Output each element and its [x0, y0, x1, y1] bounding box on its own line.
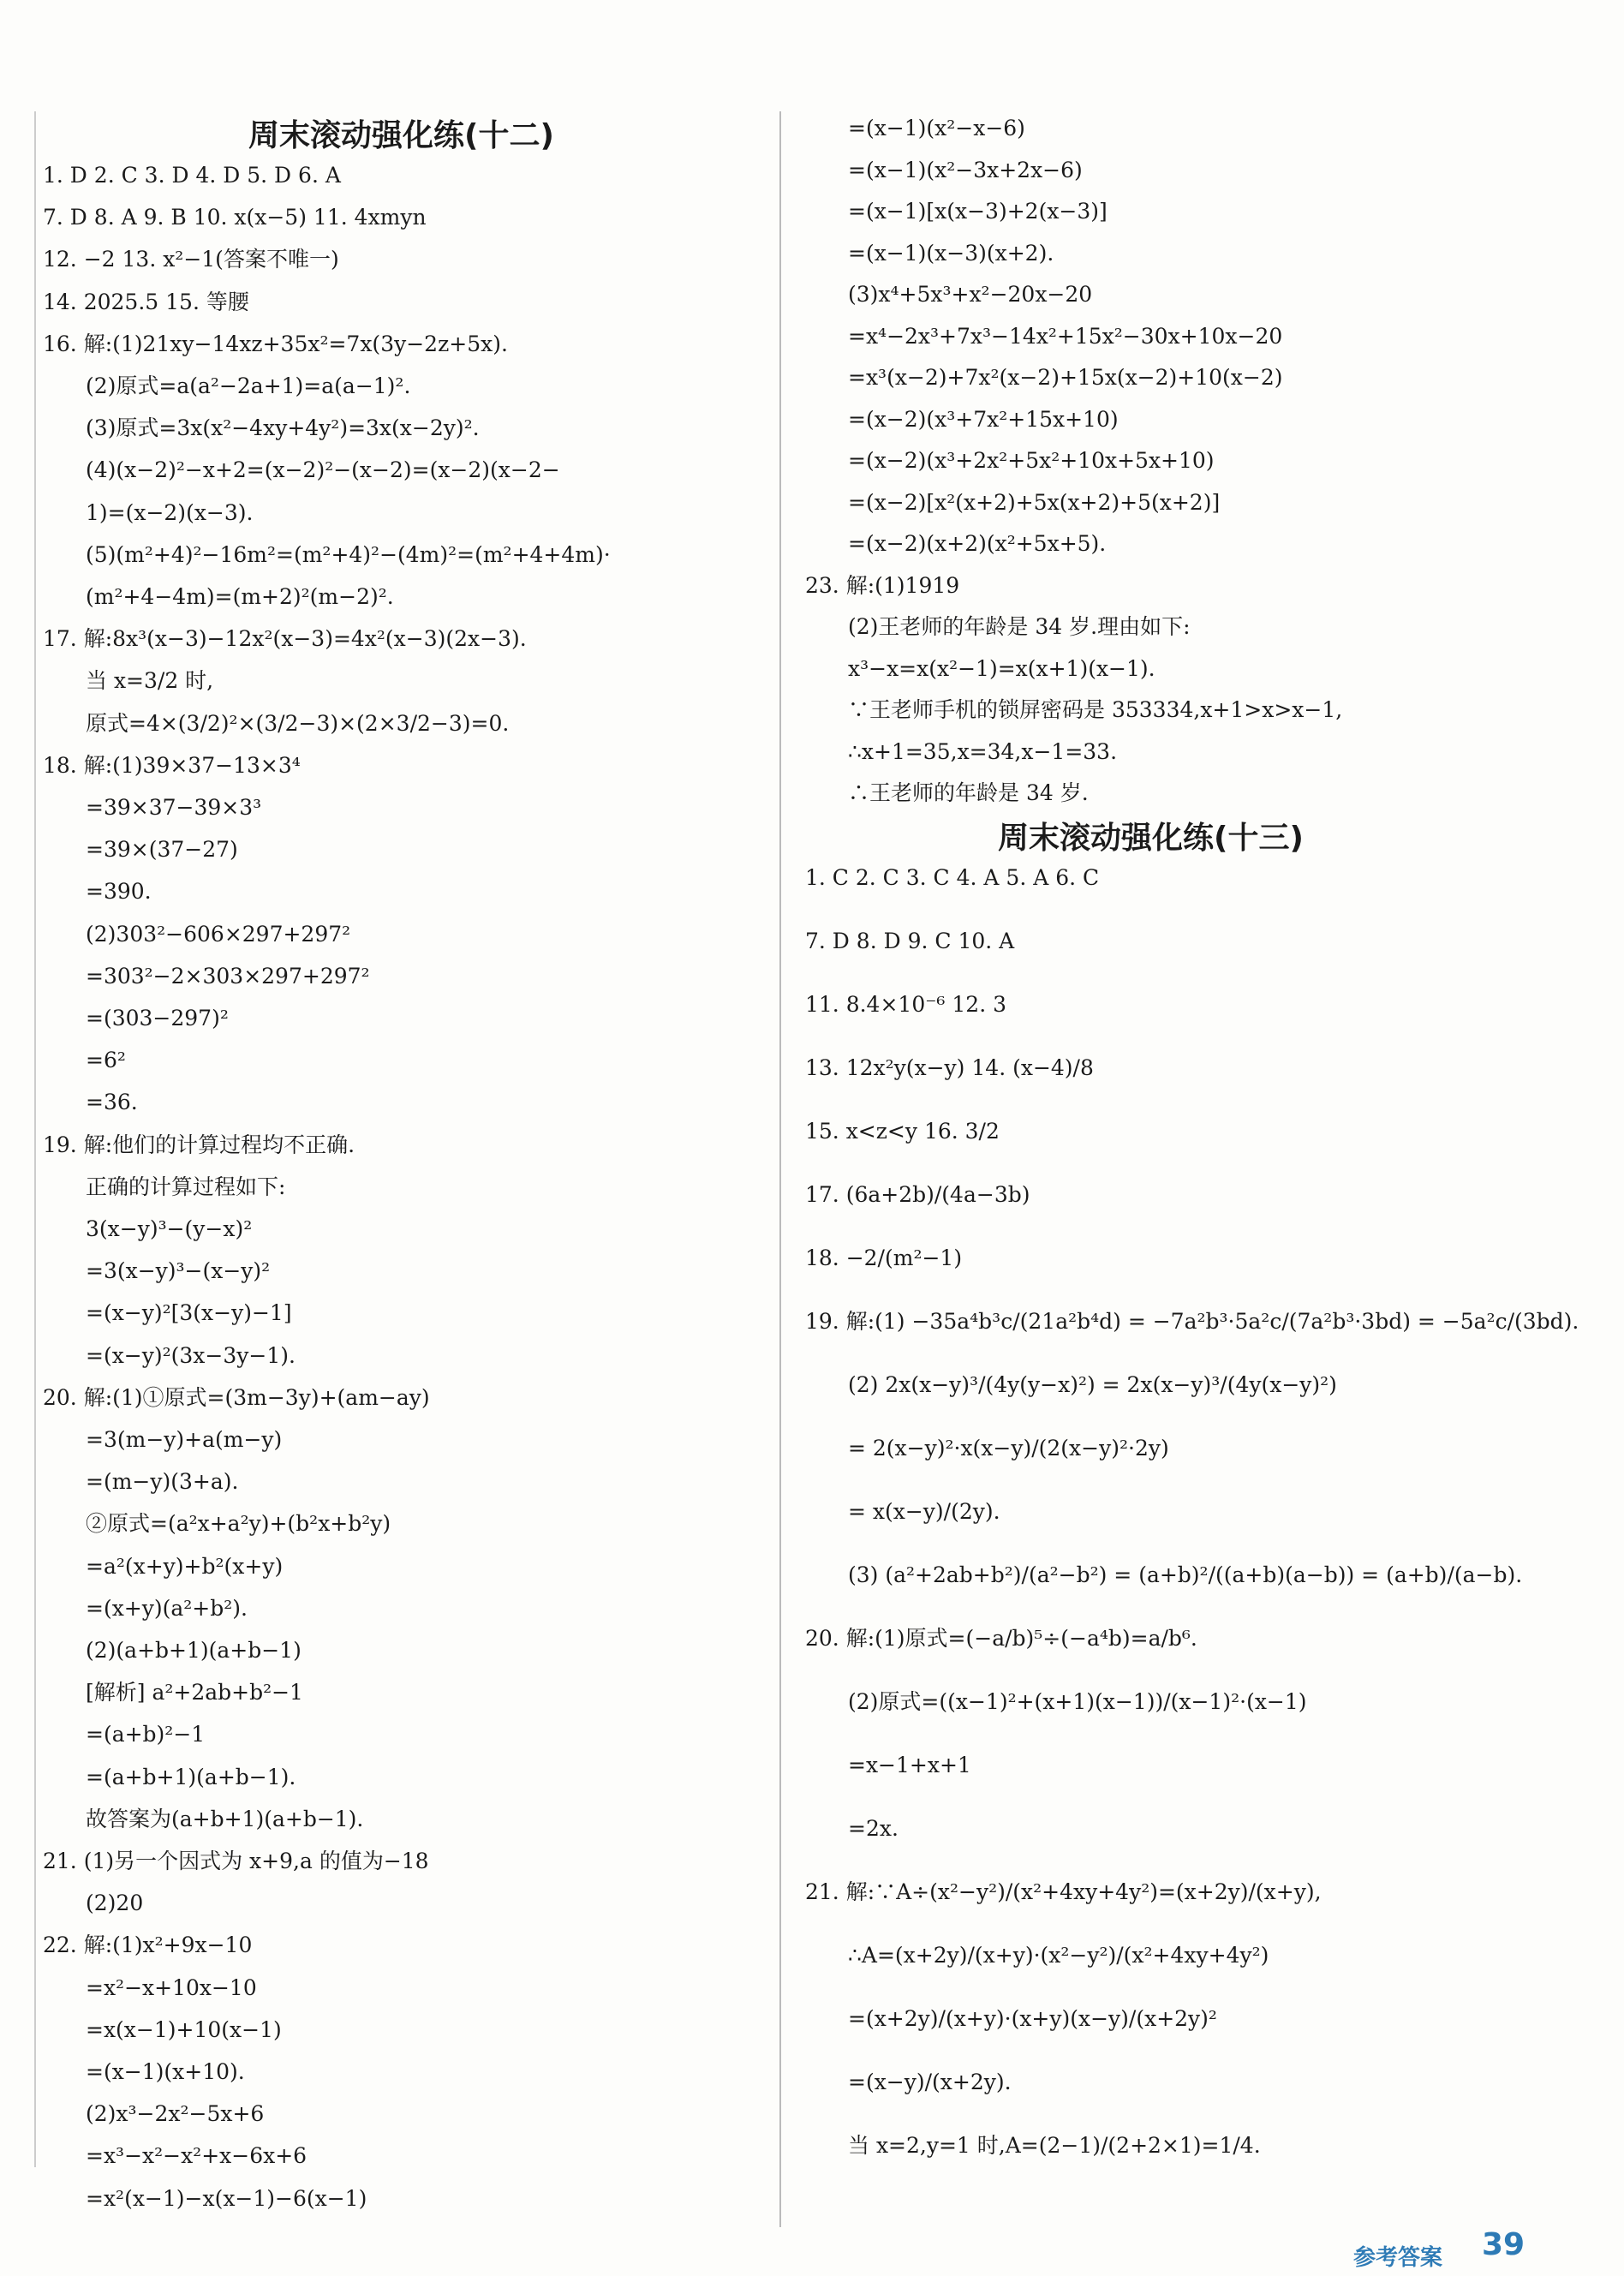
answer-line: =36.: [86, 1090, 138, 1115]
answer-line: (2)303²−606×297+297²: [86, 921, 351, 947]
answer-line: =(x−1)[x(x−3)+2(x−3)]: [848, 199, 1108, 224]
answer-line: 正确的计算过程如下:: [86, 1174, 286, 1199]
answer-line: (3)x⁴+5x³+x²−20x−20: [848, 282, 1093, 307]
answer-line: 21. 解:∵A÷(x²−y²)/(x²+4xy+4y²)=(x+2y)/(x+y),: [805, 1879, 1322, 1904]
answer-line: 17. 解:8x³(x−3)−12x²(x−3)=4x²(x−3)(2x−3).: [43, 626, 527, 652]
answer-line: 12. −2 13. x²−1(答案不唯一): [43, 247, 339, 272]
answer-line: =(x−y)/(x+2y).: [848, 2070, 1012, 2094]
answer-line: =(x−1)(x²−x−6): [848, 116, 1025, 140]
answer-line: =x²−x+10x−10: [86, 1974, 257, 2000]
answer-line: =(303−297)²: [86, 1006, 229, 1030]
section-title-12: 周末滚动强化练(十二): [248, 118, 554, 153]
answer-line: 16. 解:(1)21xy−14xz+35x²=7x(3y−2z+5x).: [43, 331, 508, 356]
answer-line: (2)原式=((x−1)²+(x+1)(x−1))/(x−1)²·(x−1): [848, 1689, 1307, 1714]
answer-line: =(x−y)²[3(x−y)−1]: [86, 1300, 292, 1326]
answer-line: (2)x³−2x²−5x+6: [86, 2101, 265, 2127]
answer-line: (2)原式=a(a²−2a+1)=a(a−1)².: [86, 373, 411, 398]
answer-line: (2)20: [86, 1891, 144, 1916]
answer-line: =x−1+x+1: [848, 1753, 971, 1777]
answer-line: =(x−2)(x³+2x²+5x²+10x+5x+10): [848, 448, 1215, 473]
answer-line: =(x−2)(x+2)(x²+5x+5).: [848, 531, 1107, 556]
answer-line: 17. (6a+2b)/(4a−3b): [805, 1182, 1030, 1207]
answer-line: 23. 解:(1)1919: [805, 572, 960, 598]
answer-line: =39×37−39×3³: [86, 795, 262, 820]
answer-line: 1. D 2. C 3. D 4. D 5. D 6. A: [43, 163, 341, 188]
answer-line: = 2(x−y)²·x(x−y)/(2(x−y)²·2y): [848, 1436, 1169, 1461]
answer-line: ②原式=(a²x+a²y)+(b²x+b²y): [86, 1511, 391, 1537]
section-title-13: 周末滚动强化练(十三): [998, 821, 1304, 856]
answer-line: 11. 8.4×10⁻⁶ 12. 3: [805, 992, 1006, 1017]
answer-line: 13. 12x²y(x−y) 14. (x−4)/8: [805, 1055, 1094, 1080]
answer-line: =a²(x+y)+b²(x+y): [86, 1553, 284, 1579]
answer-line: =(m−y)(3+a).: [86, 1469, 239, 1495]
answer-line: =3(m−y)+a(m−y): [86, 1427, 283, 1452]
answer-line: (5)(m²+4)²−16m²=(m²+4)²−(4m)²=(m²+4+4m)·: [86, 541, 611, 567]
answer-line: 14. 2025.5 15. 等腰: [43, 289, 249, 314]
margin-line: [34, 111, 36, 2167]
answer-line: 7. D 8. D 9. C 10. A: [805, 929, 1015, 953]
answer-line: 故答案为(a+b+1)(a+b−1).: [86, 1806, 364, 1831]
answer-line: =(x+2y)/(x+y)·(x+y)(x−y)/(x+2y)²: [848, 2006, 1217, 2031]
answer-line: 22. 解:(1)x²+9x−10: [43, 1933, 253, 1958]
answer-line: =(x−2)[x²(x+2)+5x(x+2)+5(x+2)]: [848, 489, 1221, 515]
answer-line: 3(x−y)³−(y−x)²: [86, 1216, 253, 1241]
answer-line: 7. D 8. A 9. B 10. x(x−5) 11. 4xmyn: [43, 205, 427, 230]
answer-line: x³−x=x(x²−1)=x(x+1)(x−1).: [848, 655, 1155, 681]
answer-line: =(a+b)²−1: [86, 1722, 206, 1747]
answer-line: =39×(37−27): [86, 837, 238, 863]
answer-line: =x²(x−1)−x(x−1)−6(x−1): [86, 2185, 367, 2211]
answer-line: 19. 解:他们的计算过程均不正确.: [43, 1132, 355, 1157]
answer-line: =(x−1)(x²−3x+2x−6): [848, 157, 1083, 182]
footer-label: 参考答案: [1353, 2245, 1443, 2271]
answer-line: =(x−y)²(3x−3y−1).: [86, 1342, 296, 1368]
answer-line: 21. (1)另一个因式为 x+9,a 的值为−18: [43, 1849, 429, 1873]
answer-line: =2x.: [848, 1816, 899, 1841]
answer-line: ∴A=(x+2y)/(x+y)·(x²−y²)/(x²+4xy+4y²): [848, 1943, 1269, 1968]
answer-line: 18. −2/(m²−1): [805, 1246, 963, 1270]
answer-line: 1. C 2. C 3. C 4. A 5. A 6. C: [805, 865, 1100, 890]
answer-line: 20. 解:(1)原式=(−a/b)⁵÷(−a⁴b)=a/b⁶.: [805, 1626, 1197, 1651]
answer-line: =x(x−1)+10(x−1): [86, 2016, 282, 2042]
answer-line: 当 x=2,y=1 时,A=(2−1)/(2+2×1)=1/4.: [848, 2133, 1261, 2158]
answer-line: 原式=4×(3/2)²×(3/2−3)×(2×3/2−3)=0.: [86, 710, 510, 736]
answer-line: 当 x=3/2 时,: [86, 668, 214, 694]
answer-line: 20. 解:(1)①原式=(3m−3y)+(am−ay): [43, 1384, 430, 1410]
answer-line: =6²: [86, 1048, 126, 1073]
answer-line: =(x+y)(a²+b²).: [86, 1595, 248, 1621]
page-number: 39: [1482, 2227, 1525, 2262]
answer-line: 1)=(x−2)(x−3).: [86, 499, 254, 525]
answer-line: =390.: [86, 879, 152, 905]
answer-line: =x³(x−2)+7x²(x−2)+15x(x−2)+10(x−2): [848, 365, 1283, 390]
answer-line: (2)(a+b+1)(a+b−1): [86, 1638, 302, 1663]
answer-line: =x⁴−2x³+7x³−14x²+15x²−30x+10x−20: [848, 323, 1283, 349]
answer-line: (2)王老师的年龄是 34 岁.理由如下:: [848, 614, 1191, 639]
answer-line: ∴x+1=35,x=34,x−1=33.: [848, 738, 1118, 764]
answer-line: 15. x<z<y 16. 3/2: [805, 1119, 1000, 1144]
answer-line: (4)(x−2)²−x+2=(x−2)²−(x−2)=(x−2)(x−2−: [86, 457, 560, 483]
answer-line: 18. 解:(1)39×37−13×3⁴: [43, 752, 301, 778]
answer-line: (3) (a²+2ab+b²)/(a²−b²) = (a+b)²/((a+b)(a−b)) = (a+b)/(a−b).: [848, 1562, 1523, 1587]
answer-line: =(x−1)(x−3)(x+2).: [848, 240, 1054, 266]
answer-line: =303²−2×303×297+297²: [86, 963, 370, 989]
column-divider: [779, 111, 781, 2227]
answer-line: [解析] a²+2ab+b²−1: [86, 1680, 303, 1706]
answer-line: ∵王老师手机的锁屏密码是 353334,x+1>x>x−1,: [848, 697, 1343, 722]
answer-line: ∴王老师的年龄是 34 岁.: [848, 780, 1089, 805]
answer-line: = x(x−y)/(2y).: [848, 1499, 1000, 1524]
answer-line: (m²+4−4m)=(m+2)²(m−2)².: [86, 584, 394, 609]
answer-line: =x³−x²−x²+x−6x+6: [86, 2143, 307, 2169]
answer-line: =3(x−y)³−(x−y)²: [86, 1258, 271, 1284]
answer-line: =(x−1)(x+10).: [86, 2059, 245, 2084]
answer-line: (3)原式=3x(x²−4xy+4y²)=3x(x−2y)².: [86, 415, 480, 441]
answer-line: (2) 2x(x−y)³/(4y(y−x)²) = 2x(x−y)³/(4y(x−y)²): [848, 1372, 1337, 1397]
answer-line: =(x−2)(x³+7x²+15x+10): [848, 406, 1119, 432]
answer-line: 19. 解:(1) −35a⁴b³c/(21a²b⁴d) = −7a²b³·5a²c/(7a²b³·3bd) = −5a²c/(3bd).: [805, 1309, 1579, 1334]
answer-line: =(a+b+1)(a+b−1).: [86, 1764, 296, 1789]
